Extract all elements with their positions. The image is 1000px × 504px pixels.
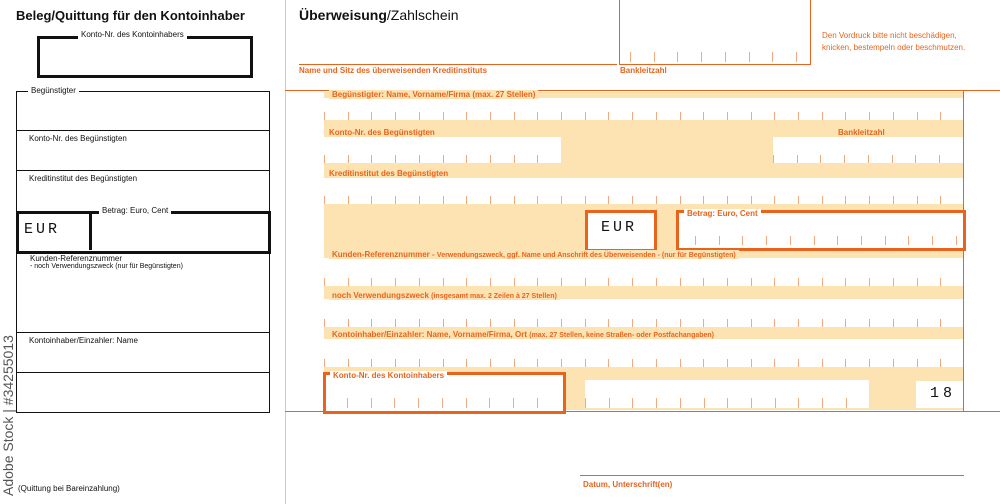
beneficiary-bank-field[interactable] xyxy=(324,178,963,204)
cell-tick xyxy=(727,196,728,204)
cell-tick xyxy=(585,398,586,408)
cell-tick xyxy=(798,359,799,367)
cell-tick xyxy=(371,359,372,367)
cell-tick xyxy=(766,236,767,245)
cell-tick xyxy=(395,196,396,204)
form-currency: EUR xyxy=(601,219,638,236)
cell-tick xyxy=(703,196,704,204)
cell-tick xyxy=(822,319,823,327)
cell-tick xyxy=(537,398,538,408)
cell-tick xyxy=(917,196,918,204)
cell-tick xyxy=(514,155,515,163)
cell-tick xyxy=(774,319,775,327)
bank-code-border xyxy=(619,0,620,64)
cell-tick xyxy=(585,196,586,204)
amount-label: Betrag: Euro, Cent xyxy=(684,209,761,218)
receipt-divider xyxy=(16,332,269,333)
cell-tick xyxy=(608,359,609,367)
purpose-field[interactable] xyxy=(324,299,963,327)
beneficiary-name-label: Begünstigter: Name, Vorname/Firma (max. 27 Stellen) xyxy=(329,90,538,99)
cell-tick xyxy=(908,236,909,245)
cell-tick xyxy=(751,196,752,204)
cell-tick xyxy=(324,278,325,286)
cell-tick xyxy=(585,278,586,286)
beneficiary-bank-label: Kreditinstitut des Begünstigten xyxy=(329,169,449,178)
cell-tick xyxy=(798,196,799,204)
cell-tick xyxy=(869,319,870,327)
cell-tick xyxy=(324,359,325,367)
cell-tick xyxy=(822,112,823,120)
form-title xyxy=(299,7,459,23)
cell-tick xyxy=(632,398,633,408)
beneficiary-account-label: Konto-Nr. des Begünstigten xyxy=(329,128,435,137)
cell-tick xyxy=(585,319,586,327)
cell-tick xyxy=(845,359,846,367)
cell-tick xyxy=(845,112,846,120)
reference-field[interactable] xyxy=(324,258,963,286)
cell-tick xyxy=(608,278,609,286)
receipt-reference-label: Kunden-Referenznummer xyxy=(30,254,123,263)
cell-tick xyxy=(561,278,562,286)
receipt-beneficiary-label: Begünstigter xyxy=(28,86,79,95)
receipt-divider xyxy=(16,170,269,171)
cell-tick xyxy=(561,319,562,327)
cell-tick xyxy=(537,359,538,367)
cell-tick xyxy=(956,236,957,245)
cell-tick xyxy=(513,398,514,408)
cell-tick xyxy=(419,112,420,120)
cell-tick xyxy=(703,278,704,286)
cell-tick xyxy=(585,112,586,120)
cell-tick xyxy=(632,278,633,286)
form-right-line xyxy=(963,90,964,412)
cell-tick xyxy=(772,52,773,62)
cell-tick xyxy=(680,196,681,204)
cell-tick xyxy=(893,359,894,367)
receipt-account-label: Konto-Nr. des Kontoinhabers xyxy=(78,30,187,39)
receipt-beneficiary-account-label: Konto-Nr. des Begünstigten xyxy=(29,134,127,143)
cell-tick xyxy=(395,155,396,163)
cell-tick xyxy=(324,319,325,327)
cell-tick xyxy=(466,398,467,408)
cell-tick xyxy=(727,319,728,327)
cell-tick xyxy=(347,398,348,408)
cell-tick xyxy=(466,112,467,120)
signature-label: Datum, Unterschrift(en) xyxy=(583,480,673,489)
payer-account-label: Konto-Nr. des Kontoinhabers xyxy=(330,371,447,380)
cell-tick xyxy=(701,52,702,62)
cell-tick xyxy=(443,155,444,163)
cell-tick xyxy=(939,155,940,163)
cell-tick xyxy=(608,196,609,204)
cell-tick xyxy=(940,196,941,204)
cell-tick xyxy=(654,52,655,62)
cell-tick xyxy=(419,155,420,163)
cell-tick xyxy=(774,112,775,120)
cell-tick xyxy=(371,398,372,408)
cell-tick xyxy=(348,319,349,327)
cell-tick xyxy=(751,319,752,327)
cell-tick xyxy=(608,112,609,120)
cell-tick xyxy=(371,278,372,286)
cell-tick xyxy=(656,278,657,286)
cell-tick xyxy=(656,398,657,408)
cell-tick xyxy=(798,398,799,408)
cell-tick xyxy=(443,359,444,367)
receipt-cash-note: (Quittung bei Bareinzahlung) xyxy=(18,484,120,493)
cell-tick xyxy=(632,196,633,204)
cell-tick xyxy=(940,319,941,327)
cell-tick xyxy=(630,52,631,62)
cell-tick xyxy=(466,155,467,163)
receipt-payer-label: Kontoinhaber/Einzahler: Name xyxy=(29,336,138,345)
bank-code-border xyxy=(810,0,811,64)
cell-tick xyxy=(677,52,678,62)
cell-tick xyxy=(490,278,491,286)
cell-tick xyxy=(537,155,538,163)
cell-tick xyxy=(861,236,862,245)
receipt-account-box[interactable] xyxy=(37,36,253,78)
cell-tick xyxy=(932,236,933,245)
cell-tick xyxy=(846,398,847,408)
cell-tick xyxy=(371,319,372,327)
cell-tick xyxy=(845,319,846,327)
cell-tick xyxy=(466,319,467,327)
cell-tick xyxy=(490,112,491,120)
handling-notice: Den Vordruck bitte nicht beschädigen, knicken, bestempeln oder beschmutzen. xyxy=(822,31,966,52)
cell-tick xyxy=(656,112,657,120)
cell-tick xyxy=(537,319,538,327)
cell-tick xyxy=(822,196,823,204)
cell-tick xyxy=(749,52,750,62)
stock-watermark: Adobe Stock | #34255013 xyxy=(0,335,16,496)
cell-tick xyxy=(773,155,774,163)
cell-tick xyxy=(798,319,799,327)
cell-tick xyxy=(751,278,752,286)
cell-tick xyxy=(703,319,704,327)
cell-tick xyxy=(917,319,918,327)
cell-tick xyxy=(514,196,515,204)
cell-tick xyxy=(917,278,918,286)
receipt-divider xyxy=(16,372,269,373)
cell-tick xyxy=(885,236,886,245)
cell-tick xyxy=(796,52,797,62)
bank-name-label: Name und Sitz des überweisenden Kreditinstituts xyxy=(299,66,488,75)
cell-tick xyxy=(940,112,941,120)
cell-tick xyxy=(514,359,515,367)
cell-tick xyxy=(869,196,870,204)
cell-tick xyxy=(704,398,705,408)
cell-tick xyxy=(324,112,325,120)
cell-tick xyxy=(703,112,704,120)
receipt-separator xyxy=(285,0,286,504)
cell-tick xyxy=(790,236,791,245)
cell-tick xyxy=(774,359,775,367)
reference-label: Kunden-Referenznummer - Verwendungszweck, ggf. Name und Anschrift des Überweisenden - (nur für Begünstigten) xyxy=(329,250,739,259)
cell-tick xyxy=(443,112,444,120)
purpose-label: noch Verwendungszweck (insgesamt max. 2 Zeilen à 27 Stellen) xyxy=(329,291,560,300)
cell-tick xyxy=(727,112,728,120)
cell-tick xyxy=(893,319,894,327)
cell-tick xyxy=(727,398,728,408)
cell-tick xyxy=(845,278,846,286)
receipt-purpose-label: - noch Verwendungszweck (nur für Begünstigten) xyxy=(30,263,183,270)
cell-tick xyxy=(348,359,349,367)
signature-line[interactable] xyxy=(580,475,964,476)
cell-tick xyxy=(845,196,846,204)
cell-tick xyxy=(822,359,823,367)
cell-tick xyxy=(324,196,325,204)
cell-tick xyxy=(656,319,657,327)
bank-code-label: Bankleitzahl xyxy=(620,66,667,75)
cell-tick xyxy=(751,112,752,120)
cell-tick xyxy=(869,112,870,120)
cell-tick xyxy=(632,359,633,367)
cell-tick xyxy=(537,196,538,204)
cell-tick xyxy=(869,278,870,286)
cell-tick xyxy=(371,196,372,204)
receipt-title: Beleg/Quittung für den Kontoinhaber xyxy=(16,8,245,23)
cell-tick xyxy=(371,155,372,163)
form-title-bold: Überweisung xyxy=(299,7,387,23)
cell-tick xyxy=(680,319,681,327)
form-code: 18 xyxy=(930,385,957,402)
cell-tick xyxy=(725,52,726,62)
receipt-amount-divider xyxy=(89,213,92,250)
cell-tick xyxy=(751,359,752,367)
cell-tick xyxy=(490,359,491,367)
cell-tick xyxy=(798,278,799,286)
cell-tick xyxy=(442,398,443,408)
cell-tick xyxy=(561,359,562,367)
cell-tick xyxy=(680,278,681,286)
cell-tick xyxy=(609,398,610,408)
cell-tick xyxy=(514,112,515,120)
cell-tick xyxy=(814,236,815,245)
cell-tick xyxy=(419,359,420,367)
receipt-beneficiary-bank-label: Kreditinstitut des Begünstigten xyxy=(29,174,138,183)
cell-tick xyxy=(680,359,681,367)
cell-tick xyxy=(632,319,633,327)
receipt-amount-label: Betrag: Euro, Cent xyxy=(99,206,171,215)
cell-tick xyxy=(893,196,894,204)
cell-tick xyxy=(774,196,775,204)
cell-tick xyxy=(820,155,821,163)
cell-tick xyxy=(537,278,538,286)
cell-tick xyxy=(585,359,586,367)
beneficiary-name-field[interactable] xyxy=(324,98,963,120)
cell-tick xyxy=(490,196,491,204)
cell-tick xyxy=(419,278,420,286)
payer-field[interactable] xyxy=(324,339,963,367)
cell-tick xyxy=(822,398,823,408)
cell-tick xyxy=(348,196,349,204)
cell-tick xyxy=(490,155,491,163)
bank-name-line xyxy=(299,64,617,65)
cell-tick xyxy=(727,278,728,286)
cell-tick xyxy=(371,112,372,120)
cell-tick xyxy=(514,319,515,327)
cell-tick xyxy=(917,359,918,367)
cell-tick xyxy=(915,155,916,163)
cell-tick xyxy=(822,278,823,286)
cell-tick xyxy=(608,319,609,327)
beneficiary-bank-code-label: Bankleitzahl xyxy=(838,128,885,137)
cell-tick xyxy=(940,278,941,286)
cell-tick xyxy=(751,398,752,408)
cell-tick xyxy=(348,155,349,163)
cell-tick xyxy=(632,112,633,120)
cell-tick xyxy=(324,155,325,163)
receipt-divider xyxy=(16,130,269,131)
cell-tick xyxy=(774,278,775,286)
cell-tick xyxy=(466,196,467,204)
cell-tick xyxy=(656,196,657,204)
cell-tick xyxy=(395,278,396,286)
bank-code-line[interactable] xyxy=(619,64,811,65)
cell-tick xyxy=(869,359,870,367)
cell-tick xyxy=(466,278,467,286)
cell-tick xyxy=(893,278,894,286)
cell-tick xyxy=(742,236,743,245)
cell-tick xyxy=(695,236,696,245)
payer-label: Kontoinhaber/Einzahler: Name, Vorname/Firma, Ort (max. 27 Stellen, keine Straßen- oder Postfachangaben) xyxy=(329,330,717,339)
cell-tick xyxy=(940,359,941,367)
cell-tick xyxy=(394,398,395,408)
cell-tick xyxy=(656,359,657,367)
cell-tick xyxy=(395,359,396,367)
cell-tick xyxy=(514,278,515,286)
cell-tick xyxy=(348,278,349,286)
cell-tick xyxy=(798,112,799,120)
cell-tick xyxy=(419,319,420,327)
cell-tick xyxy=(443,196,444,204)
form-title-rest: /Zahlschein xyxy=(386,7,459,23)
cell-tick xyxy=(844,155,845,163)
cell-tick xyxy=(443,319,444,327)
cell-tick xyxy=(917,112,918,120)
cell-tick xyxy=(395,112,396,120)
cell-tick xyxy=(537,112,538,120)
cell-tick xyxy=(703,359,704,367)
cell-tick xyxy=(466,359,467,367)
cell-tick xyxy=(490,319,491,327)
cell-tick xyxy=(868,155,869,163)
receipt-currency: EUR xyxy=(24,221,61,238)
cell-tick xyxy=(348,112,349,120)
cell-tick xyxy=(418,398,419,408)
cell-tick xyxy=(395,319,396,327)
cell-tick xyxy=(443,278,444,286)
cell-tick xyxy=(561,196,562,204)
cell-tick xyxy=(892,155,893,163)
cell-tick xyxy=(419,196,420,204)
cell-tick xyxy=(489,398,490,408)
cell-tick xyxy=(837,236,838,245)
cell-tick xyxy=(727,359,728,367)
cell-tick xyxy=(680,112,681,120)
cell-tick xyxy=(561,112,562,120)
cell-tick xyxy=(775,398,776,408)
cell-tick xyxy=(719,236,720,245)
cell-tick xyxy=(893,112,894,120)
cell-tick xyxy=(797,155,798,163)
cell-tick xyxy=(680,398,681,408)
